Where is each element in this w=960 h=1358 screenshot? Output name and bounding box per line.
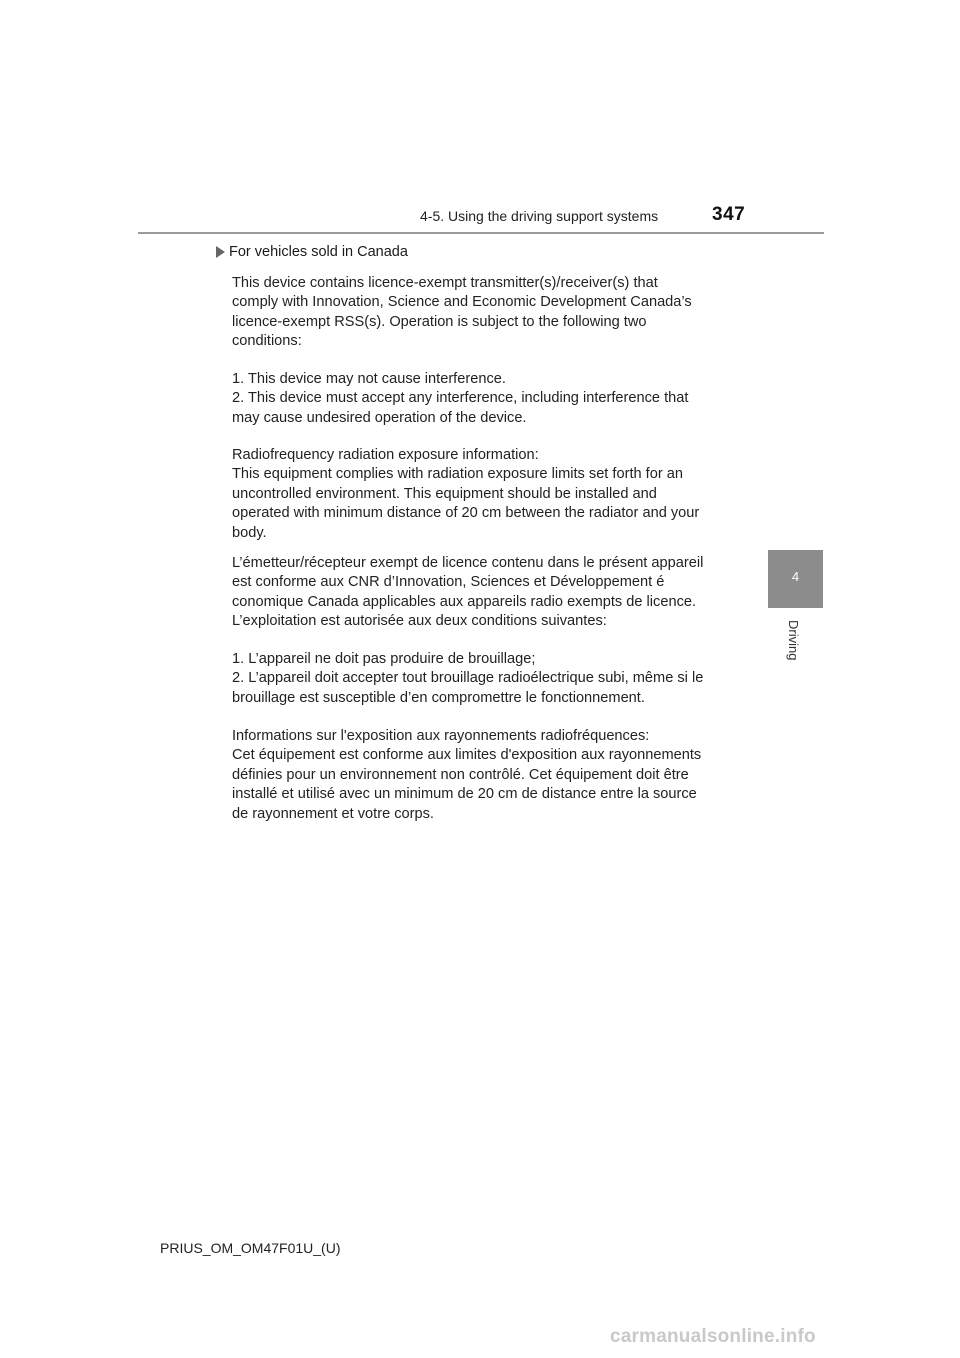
text-line: comply with Innovation, Science and Economic Development Canada’s	[232, 294, 692, 311]
text-line: Radiofrequency radiation exposure information:	[232, 447, 539, 463]
text-line: body.	[232, 524, 267, 541]
page-number: 347	[712, 204, 746, 225]
text-line: conomique Canada applicables aux appareils radio exempts de licence.	[232, 593, 697, 610]
text-line: conditions:	[232, 333, 302, 350]
text-line: This device contains licence-exempt transmitter(s)/receiver(s) that	[232, 275, 658, 291]
text-line: uncontrolled environment. This equipment should be installed and	[232, 485, 657, 502]
text-line: est conforme aux CNR d’Innovation, Sciences et Développement é	[232, 574, 665, 591]
text-line: licence-exempt RSS(s). Operation is subject to the following two	[232, 313, 647, 330]
text-line: L’émetteur/récepteur exempt de licence contenu dans le présent appareil	[232, 555, 704, 571]
text-block-exposure-fr	[232, 727, 752, 824]
text-line: de rayonnement et votre corps.	[232, 805, 434, 822]
chapter-tab	[768, 550, 823, 608]
lead-text: For vehicles sold in Canada	[229, 244, 408, 260]
watermark: carmanualsonline.info	[610, 1326, 816, 1347]
text-line: 2. L’appareil doit accepter tout brouillage radioélectrique subi, même si le	[232, 670, 704, 687]
text-block-exposure-en	[232, 446, 752, 543]
text-line: brouillage est susceptible d’en compromettre le fonctionnement.	[232, 689, 645, 706]
text-block-intro-fr	[232, 554, 752, 632]
text-block-conditions-en	[232, 370, 752, 428]
text-line: installé et utilisé avec un minimum de 20 cm de distance entre la source	[232, 786, 697, 803]
section-title: 4-5. Using the driving support systems	[420, 208, 659, 224]
chapter-label: Driving	[786, 620, 801, 661]
text-line: Informations sur l'exposition aux rayonnements radiofréquences:	[232, 728, 650, 744]
text-line: 1. This device may not cause interference.	[232, 371, 506, 387]
text-line: L’exploitation est autorisée aux deux conditions suivantes:	[232, 613, 607, 630]
header-divider	[138, 232, 824, 234]
triangle-bullet-icon	[216, 246, 225, 258]
text-line: Cet équipement est conforme aux limites d'exposition aux rayonnements	[232, 747, 702, 764]
text-line: This equipment complies with radiation exposure limits set forth for an	[232, 466, 683, 483]
text-line: 1. L’appareil ne doit pas produire de brouillage;	[232, 651, 536, 667]
chapter-number: 4	[791, 569, 800, 584]
text-block-conditions-fr	[232, 650, 752, 708]
text-line: operated with minimum distance of 20 cm between the radiator and your	[232, 505, 700, 522]
document-id: PRIUS_OM_OM47F01U_(U)	[160, 1240, 341, 1256]
text-block-intro-en	[232, 274, 752, 352]
lead-item	[216, 244, 408, 260]
text-line: 2. This device must accept any interference, including interference that	[232, 390, 689, 407]
text-line: may cause undesired operation of the device.	[232, 409, 527, 426]
text-line: définies pour un environnement non contrôlé. Cet équipement doit être	[232, 766, 689, 783]
